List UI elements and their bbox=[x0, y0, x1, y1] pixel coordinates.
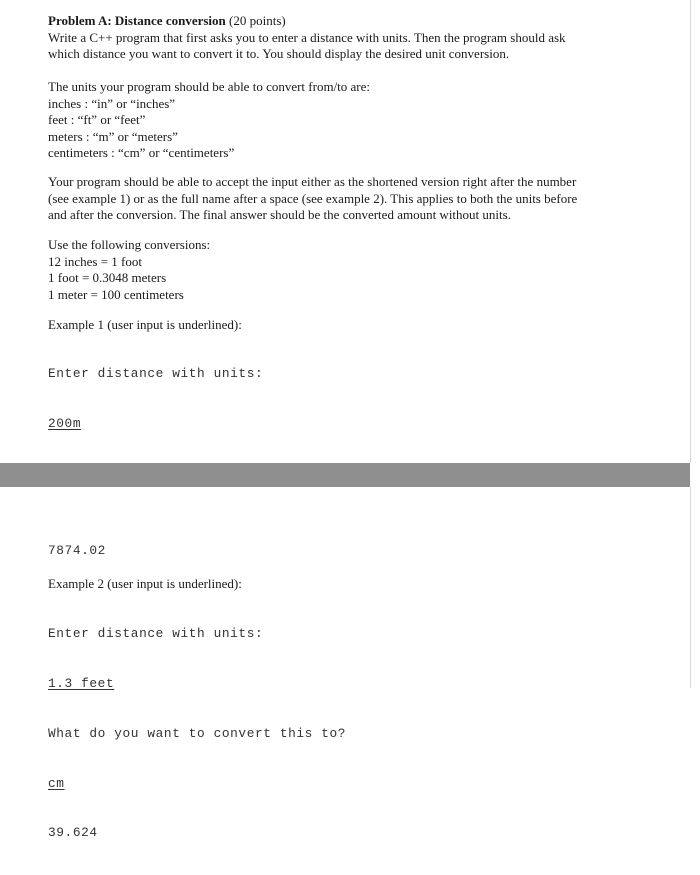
example2-console bbox=[48, 593, 668, 875]
example2-input-distance: 1.3 feet bbox=[48, 675, 115, 691]
document-page-bottom bbox=[0, 487, 691, 841]
example1-prompt-distance: Enter distance with units: bbox=[48, 366, 264, 382]
conversions-heading: Use the following conversions: bbox=[48, 237, 211, 252]
intro-line: which distance you want to convert it to. You should display the desired unit conversion. bbox=[48, 46, 510, 61]
problem-title: Problem A: Distance conversion bbox=[48, 13, 226, 28]
page-break-divider bbox=[0, 463, 690, 487]
example1-heading: Example 1 (user input is underlined): bbox=[48, 317, 242, 332]
example2-heading: Example 2 (user input is underlined): bbox=[48, 576, 242, 591]
example2-input-unit: cm bbox=[48, 775, 65, 791]
example1-input-distance: 200m bbox=[48, 415, 82, 431]
unit-item: feet : “ft” or “feet” bbox=[48, 112, 146, 127]
unit-item: inches : “in” or “inches” bbox=[48, 95, 176, 111]
input-rules-section bbox=[48, 174, 668, 224]
page-break-edge bbox=[690, 463, 700, 487]
problem-title-line bbox=[48, 13, 668, 30]
unit-item: meters : “m” or “meters” bbox=[48, 128, 178, 144]
conversion-item: 12 inches = 1 foot bbox=[48, 253, 142, 269]
example2-prompt-convert: What do you want to convert this to? bbox=[48, 725, 347, 741]
example2-prompt-distance: Enter distance with units: bbox=[48, 626, 264, 642]
units-heading: The units your program should be able to convert from/to are: bbox=[48, 79, 371, 94]
rules-line: Your program should be able to accept the input either as the shortened version right after the number bbox=[48, 174, 577, 189]
units-section bbox=[48, 79, 668, 162]
intro-line: Write a C++ program that first asks you to enter a distance with units. Then the program should ask bbox=[48, 29, 566, 45]
rules-line: (see example 1) or as the full name after a space (see example 2). This applies to both the units before bbox=[48, 190, 578, 206]
rules-line: and after the conversion. The final answer should be the converted amount without units. bbox=[48, 207, 511, 222]
problem-points: (20 points) bbox=[229, 13, 286, 28]
example2-result: 39.624 bbox=[48, 825, 98, 841]
conversion-item: 1 meter = 100 centimeters bbox=[48, 286, 184, 302]
conversion-item: 1 foot = 0.3048 meters bbox=[48, 270, 167, 285]
problem-header bbox=[48, 13, 668, 63]
conversions-section bbox=[48, 237, 668, 303]
example1-result: 7874.02 bbox=[48, 543, 106, 558]
unit-item: centimeters : “cm” or “centimeters” bbox=[48, 145, 235, 160]
